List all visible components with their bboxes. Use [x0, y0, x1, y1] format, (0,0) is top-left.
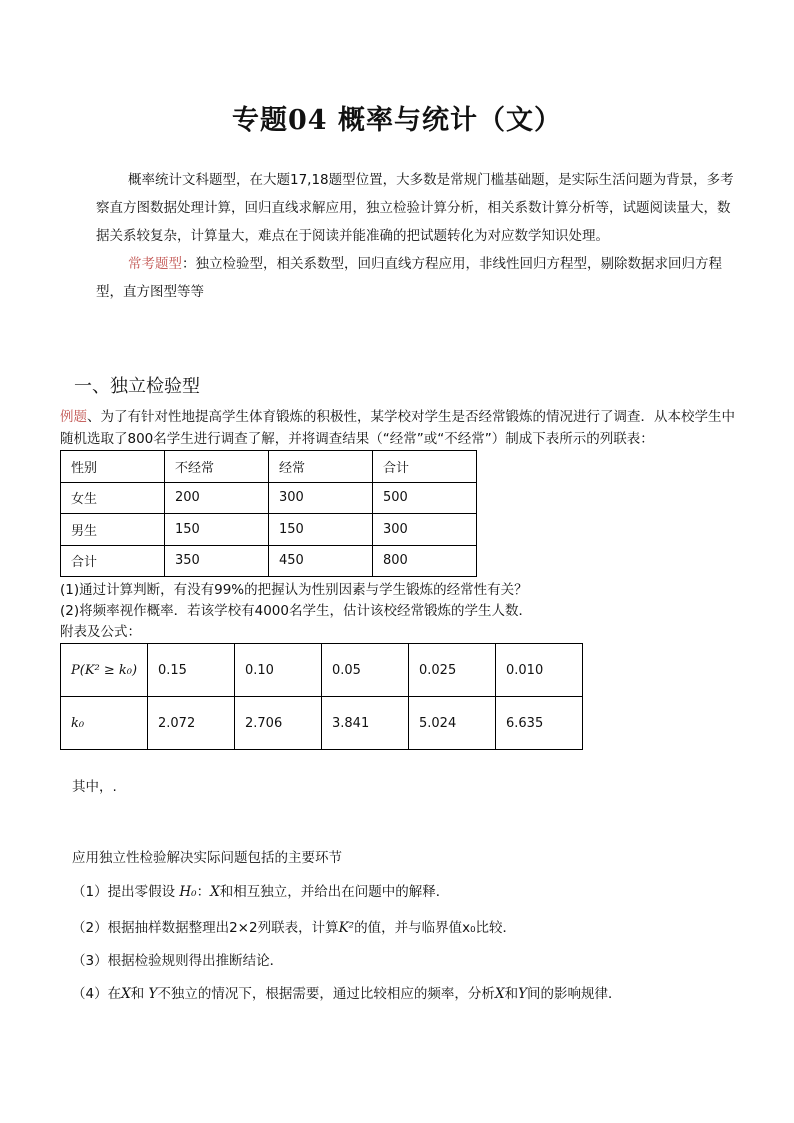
- question-1: (1)通过计算判断，有没有99%的把握认为性别因素与学生锻炼的经常性有关？: [60, 582, 528, 598]
- common-types-label: 常考题型: [128, 256, 182, 272]
- where-text: 其中，.: [72, 779, 117, 795]
- steps-heading: 应用独立性检验解决实际问题包括的主要环节: [72, 850, 342, 866]
- table-row: [61, 482, 477, 514]
- example-paragraph: [60, 406, 740, 450]
- table-cell: 合计: [61, 545, 165, 577]
- math-symbol: H₀: [179, 884, 197, 900]
- table-cell: 0.025: [409, 644, 496, 697]
- example-label: 例题: [60, 409, 87, 425]
- step-3: （3）根据检验规则得出推断结论．: [72, 953, 284, 969]
- table-row: [61, 514, 477, 546]
- step-text: （2）根据抽样数据整理出2×2列联表，计算: [72, 920, 339, 936]
- table-cell: 800: [373, 545, 477, 577]
- math-symbol: X: [494, 986, 505, 1002]
- table-cell: 450: [269, 545, 373, 577]
- table-cell: 0.10: [235, 644, 322, 697]
- step-text: 和: [504, 986, 519, 1002]
- table-header-cell: 性别: [61, 451, 165, 483]
- math-symbol: Y: [148, 986, 158, 1002]
- table-row: [61, 697, 583, 750]
- table-row: [61, 545, 477, 577]
- questions: [60, 580, 532, 643]
- table-cell: 0.010: [496, 644, 583, 697]
- common-types-text: ：独立检验型，相关系数型，回归直线方程应用，非线性回归方程型，剔除数据求回归方程型，直方图型等等: [96, 256, 722, 300]
- table-cell: 350: [165, 545, 269, 577]
- table-row: [61, 644, 583, 697]
- table-cell: 150: [269, 514, 373, 546]
- step-4: [72, 982, 621, 1002]
- step-text: ：: [196, 884, 211, 900]
- math-symbol: K²: [338, 920, 355, 936]
- probability-label-cell: P(K² ≥ k₀): [61, 644, 148, 697]
- table-cell: 300: [269, 482, 373, 514]
- table-header-cell: 不经常: [165, 451, 269, 483]
- table-cell: 0.15: [148, 644, 235, 697]
- table-cell: 0.05: [322, 644, 409, 697]
- step-text: 的值，并与临界值x₀比较．: [354, 920, 516, 936]
- step-text: （1）提出零假设: [72, 884, 180, 900]
- table-cell: 300: [373, 514, 477, 546]
- example-text: 、为了有针对性地提高学生体育锻炼的积极性，某学校对学生是否经常锻炼的情况进行了调查．从本校学生中随机选取了800名学生进行调查了解，并将调查结果（“经常”或“不经常”）制成下表所示的列联表：: [60, 409, 735, 447]
- step-2: [72, 916, 516, 936]
- table-cell: 2.072: [148, 697, 235, 750]
- appendix-label: 附表及公式：: [60, 624, 141, 640]
- table-cell: 500: [373, 482, 477, 514]
- step-text: 和相互独立，并给出在问题中的解释．: [219, 884, 450, 900]
- question-2: (2)将频率视作概率．若该学校有4000名学生，估计该校经常锻炼的学生人数．: [60, 603, 532, 619]
- k0-label-cell: k₀: [61, 697, 148, 750]
- table-row: [61, 451, 477, 483]
- table-cell: 男生: [61, 514, 165, 546]
- math-symbol: X: [121, 986, 131, 1002]
- common-types-paragraph: [96, 250, 736, 306]
- table-cell: 5.024: [409, 697, 496, 750]
- table-header-cell: 合计: [373, 451, 477, 483]
- intro-section: [96, 166, 736, 306]
- table-cell: 200: [165, 482, 269, 514]
- page-title: 专题04 概率与统计（文）: [232, 105, 562, 136]
- table-cell: 150: [165, 514, 269, 546]
- section-heading: 一、独立检验型: [74, 376, 200, 397]
- table-cell: 女生: [61, 482, 165, 514]
- contingency-table: [60, 450, 477, 577]
- step-text: （4）在: [72, 986, 122, 1002]
- table-cell: 6.635: [496, 697, 583, 750]
- table-header-cell: 经常: [269, 451, 373, 483]
- step-1: [72, 880, 449, 900]
- math-symbol: Y: [518, 986, 527, 1002]
- table-cell: 2.706: [235, 697, 322, 750]
- critical-value-table: [60, 643, 583, 750]
- table-cell: 3.841: [322, 697, 409, 750]
- step-text: 间的影响规律．: [526, 986, 622, 1002]
- intro-paragraph: 概率统计文科题型，在大题17,18题型位置，大多数是常规门槛基础题，是实际生活问题为背景，多考察直方图数据处理计算，回归直线求解应用，独立检验计算分析，相关系数计算分析等，试题阅读量大，数据关系较复杂，计算量大，难点在于阅读并能准确的把试题转化为对应数学知识处理。: [96, 172, 734, 244]
- step-text: 和: [130, 986, 149, 1002]
- math-symbol: X: [210, 884, 220, 900]
- step-text: 不独立的情况下，根据需要，通过比较相应的频率，分析: [157, 986, 495, 1002]
